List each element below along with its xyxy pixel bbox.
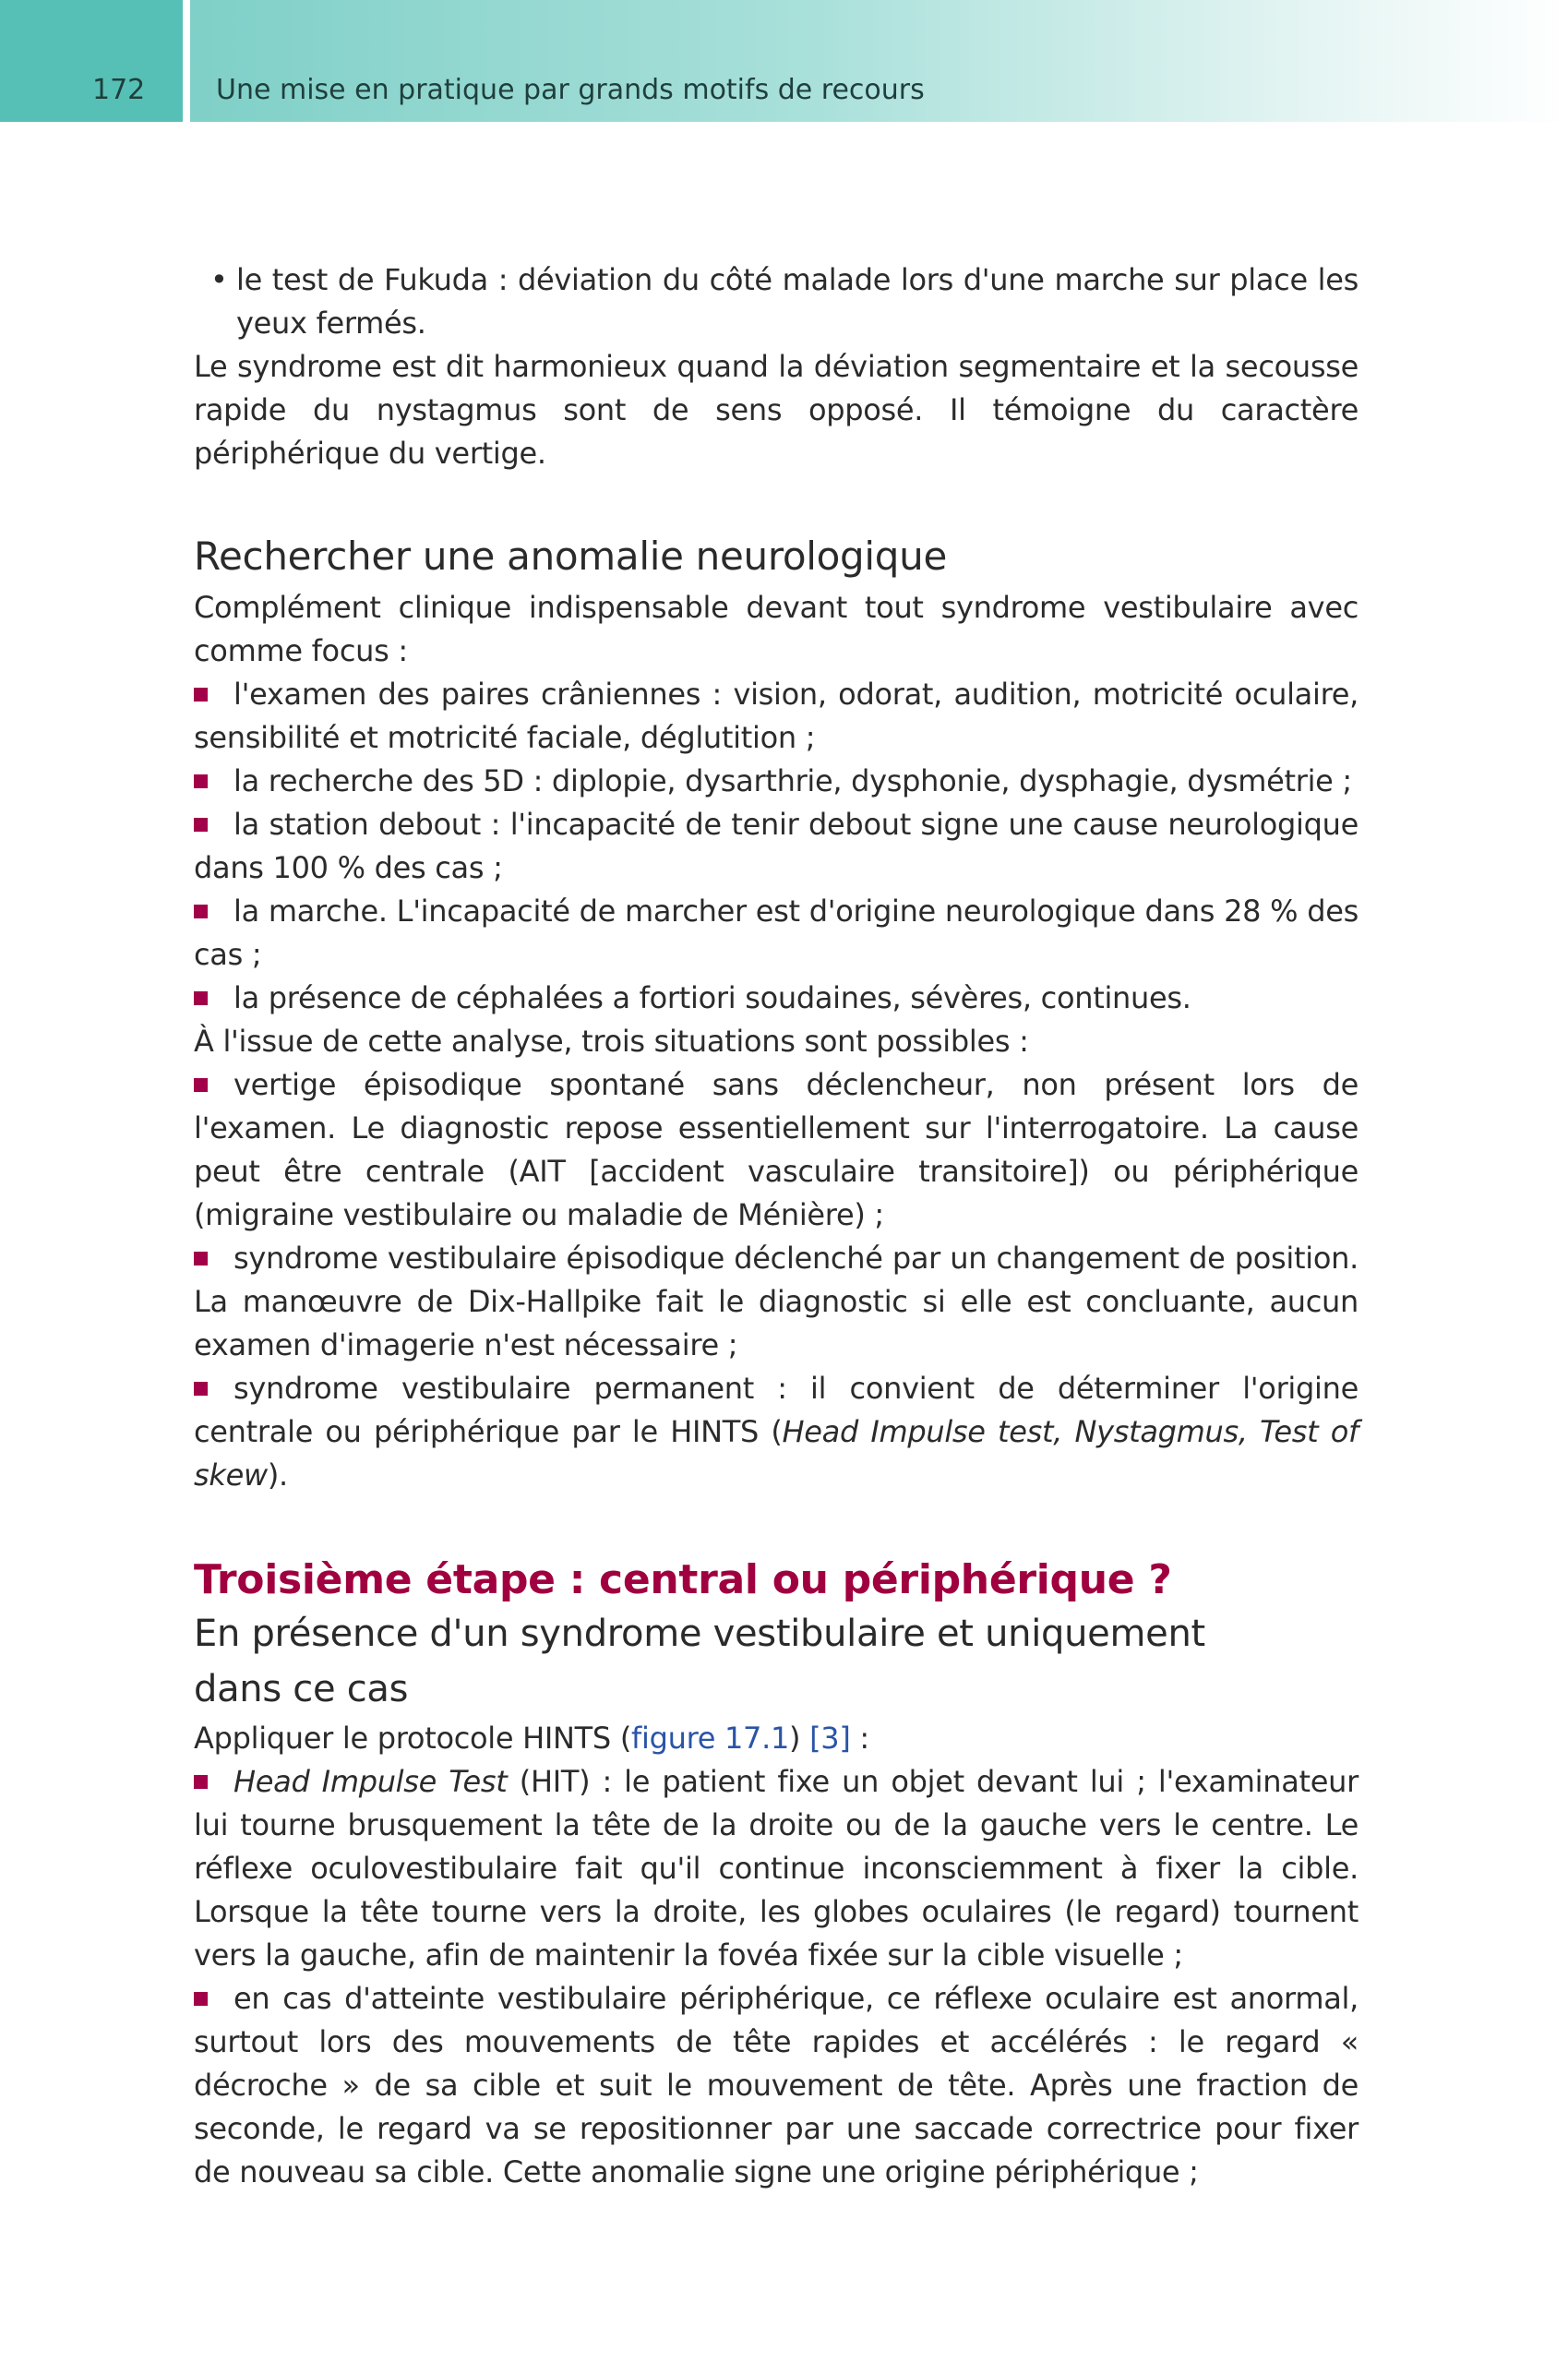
step3-heading: Troisième étape : central ou périphérique ? — [194, 1556, 1172, 1603]
section-gap — [194, 1497, 1359, 1554]
neuro-lead: Complément clinique indispensable devant tout syndrome vestibulaire avec comme focus : — [194, 590, 1359, 668]
neuro-item — [194, 673, 1359, 760]
neuro-item — [194, 977, 1359, 1020]
page-number: 172 — [92, 74, 146, 106]
section-gap — [194, 475, 1359, 533]
page-header — [0, 0, 1568, 122]
hints-expansion: Head Impulse test, Nystagmus, Test of skew — [194, 1414, 1359, 1493]
neuro-item-text: la station debout : l'incapacité de tenir debout signe une cause neurologique dans 100 % des cas ; — [194, 807, 1359, 885]
hints-lead — [194, 1717, 1359, 1760]
fukuda-item — [194, 258, 1359, 345]
hit-item — [194, 1760, 1359, 1977]
neuro-item-text: la recherche des 5D : diplopie, dysarthrie, dysphonie, dysphagie, dysmétrie ; — [233, 763, 1352, 798]
square-bullet-icon — [194, 774, 208, 788]
citation-link[interactable]: [3] — [809, 1721, 851, 1756]
page-content — [194, 258, 1359, 2194]
square-bullet-icon — [194, 1992, 208, 2006]
hit-text: (HIT) : le patient fixe un objet devant lui ; l'examinateur lui tourne brusquement la tête de la droite ou de la gauche vers le centre. Le réflexe oculovestibulaire fait qu'il continue inconsciemment à fixer la cible. Lorsque la tête tourne vers la droite, les globes oculaires (le regard) tournent vers la gauche, afin de maintenir la fovéa fixée sur la cible visuelle ; — [194, 1764, 1359, 1973]
square-bullet-icon — [194, 818, 208, 832]
neuro-item-text: la marche. L'incapacité de marcher est d'origine neurologique dans 28 % des cas ; — [194, 894, 1359, 972]
situation-text: syndrome vestibulaire permanent : il convient de déterminer l'origine centrale ou périphérique par le HINTS ( — [194, 1371, 1359, 1449]
neuro-item-text: la présence de céphalées a fortiori soudaines, sévères, continues. — [233, 980, 1191, 1015]
situation-item — [194, 1367, 1359, 1497]
neuro-item-text: l'examen des paires crâniennes : vision, odorat, audition, motricité oculaire, sensibilité et motricité faciale, déglutition ; — [194, 677, 1359, 755]
hints-lead-mid: ) — [789, 1721, 810, 1756]
hit-term: Head Impulse Test — [233, 1764, 508, 1799]
situation-text: syndrome vestibulaire épisodique déclenché par un changement de position. La manœuvre de Dix-Hallpike fait le diagnostic si elle est concluante, aucun examen d'imagerie n'est nécessaire ; — [194, 1241, 1359, 1362]
peripheral-item — [194, 1977, 1359, 2194]
page-number-box — [0, 0, 183, 122]
square-bullet-icon — [194, 1382, 208, 1396]
situation-text-end: ). — [267, 1457, 288, 1493]
situation-item — [194, 1237, 1359, 1367]
step3-subheading: En présence d'un syndrome vestibulaire et uniquement dans ce cas — [194, 1613, 1205, 1710]
hints-lead-text: Appliquer le protocole HINTS ( — [194, 1721, 632, 1756]
harmonious-paragraph: Le syndrome est dit harmonieux quand la déviation segmentaire et la secousse rapide du nystagmus sont de sens opposé. Il témoigne du caractère périphérique du vertige. — [194, 349, 1359, 471]
neuro-heading: Rechercher une anomalie neurologique — [194, 534, 947, 579]
figure-link[interactable]: figure 17.1 — [631, 1721, 790, 1756]
fukuda-text: le test de Fukuda : déviation du côté malade lors d'une marche sur place les yeux fermés. — [236, 262, 1359, 341]
bullet-dot-icon: • — [210, 262, 228, 297]
neuro-item — [194, 890, 1359, 977]
square-bullet-icon — [194, 1078, 208, 1092]
square-bullet-icon — [194, 1252, 208, 1265]
running-title: Une mise en pratique par grands motifs de recours — [216, 74, 925, 106]
situations-lead: À l'issue de cette analyse, trois situations sont possibles : — [194, 1024, 1029, 1059]
neuro-item — [194, 803, 1359, 890]
hints-lead-end: : — [850, 1721, 869, 1756]
square-bullet-icon — [194, 1775, 208, 1789]
neuro-item — [194, 760, 1359, 803]
peripheral-text: en cas d'atteinte vestibulaire périphérique, ce réflexe oculaire est anormal, surtout lors des mouvements de tête rapides et accélérés : le regard « décroche » de sa cible et suit le mouvement de tête. Après une fraction de seconde, le regard va se repositionner par une saccade correctrice pour fixer de nouveau sa cible. Cette anomalie signe une origine périphérique ; — [194, 1981, 1359, 2189]
header-separator — [183, 0, 190, 122]
situation-item — [194, 1063, 1359, 1237]
square-bullet-icon — [194, 905, 208, 918]
square-bullet-icon — [194, 991, 208, 1005]
situation-text: vertige épisodique spontané sans déclencheur, non présent lors de l'examen. Le diagnostic repose essentiellement sur l'interrogatoire. La cause peut être centrale (AIT [accident vasculaire transitoire]) ou périphérique (migraine vestibulaire ou maladie de Ménière) ; — [194, 1067, 1359, 1232]
square-bullet-icon — [194, 688, 208, 702]
